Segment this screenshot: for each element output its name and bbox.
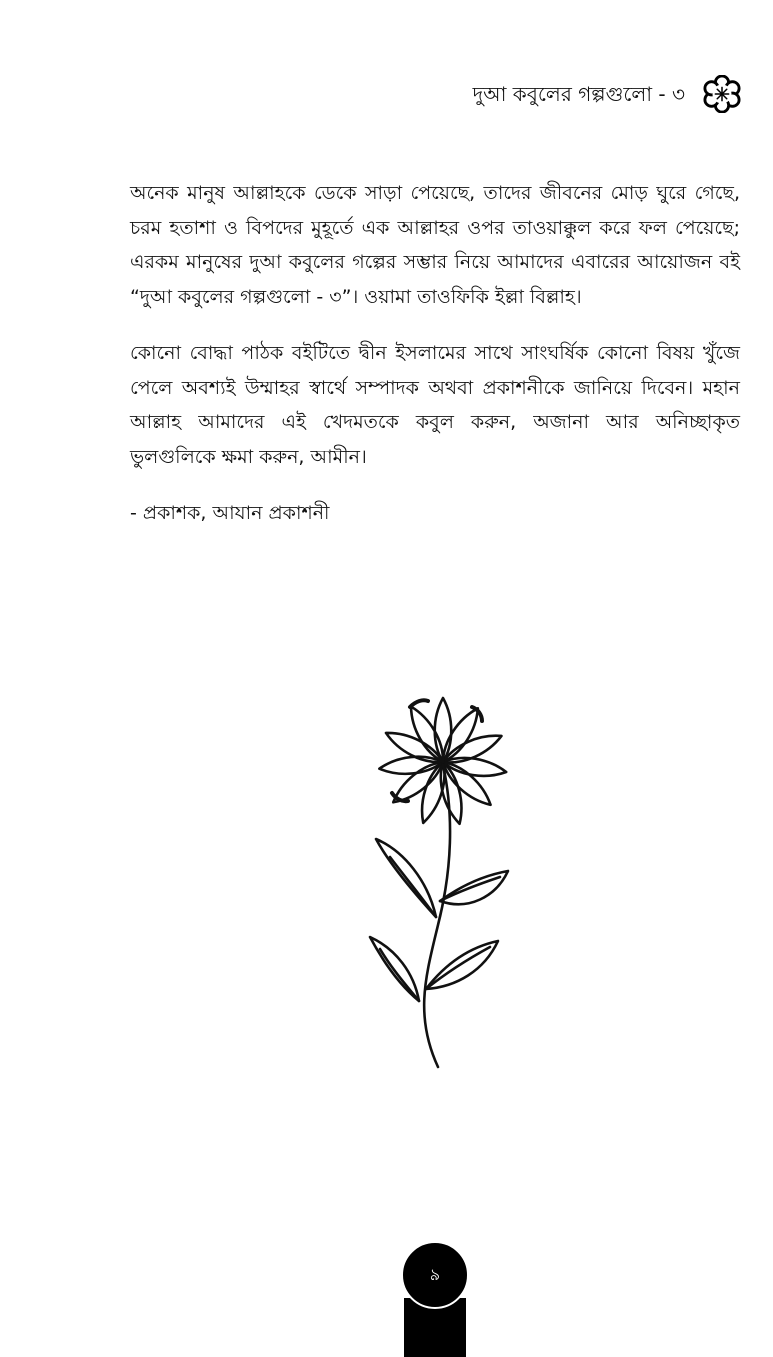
publisher-signature: - প্রকাশক, আযান প্রকাশনী	[130, 502, 330, 524]
flower-illustration-icon	[340, 685, 540, 1075]
paragraph-intro: অনেক মানুষ আল্লাহকে ডেকে সাড়া পেয়েছে, তাদের জীবনের মোড় ঘুরে গেছে, চরম হতাশা ও বিপদের মুহূর্তে এক আল্লাহর ওপর তাওয়াক্কুল করে ফল পেয়েছে; এরকম মানুষের দুআ কবুলের গল্পের সম্ভার নিয়ে আমাদের এবারের আয়োজন বই “দুআ কবুলের গল্পগুলো - ৩”। ওয়ামা তাওফিকি ইল্লা বিল্লাহ।	[130, 182, 740, 308]
page-body	[130, 176, 740, 530]
page-number-badge	[401, 1241, 469, 1309]
running-header	[473, 72, 741, 116]
running-header-title: দুআ কবুলের গল্পগুলো - ৩	[472, 82, 685, 106]
page-number: ৯	[429, 1265, 441, 1284]
flower-ornament-icon	[703, 75, 741, 113]
paragraph-request: কোনো বোদ্ধা পাঠক বইটিতে দ্বীন ইসলামের সাথে সাংঘর্ষিক কোনো বিষয় খুঁজে পেলে অবশ্যই উম্মাহর স্বার্থে সম্পাদক অথবা প্রকাশনীকে জানিয়ে দিবেন। মহান আল্লাহ আমাদের এই খেদমতকে কবুল করুন, অজানা আর অনিচ্ছাকৃত ভুলগুলিকে ক্ষমা করুন, আমীন।	[130, 342, 740, 468]
